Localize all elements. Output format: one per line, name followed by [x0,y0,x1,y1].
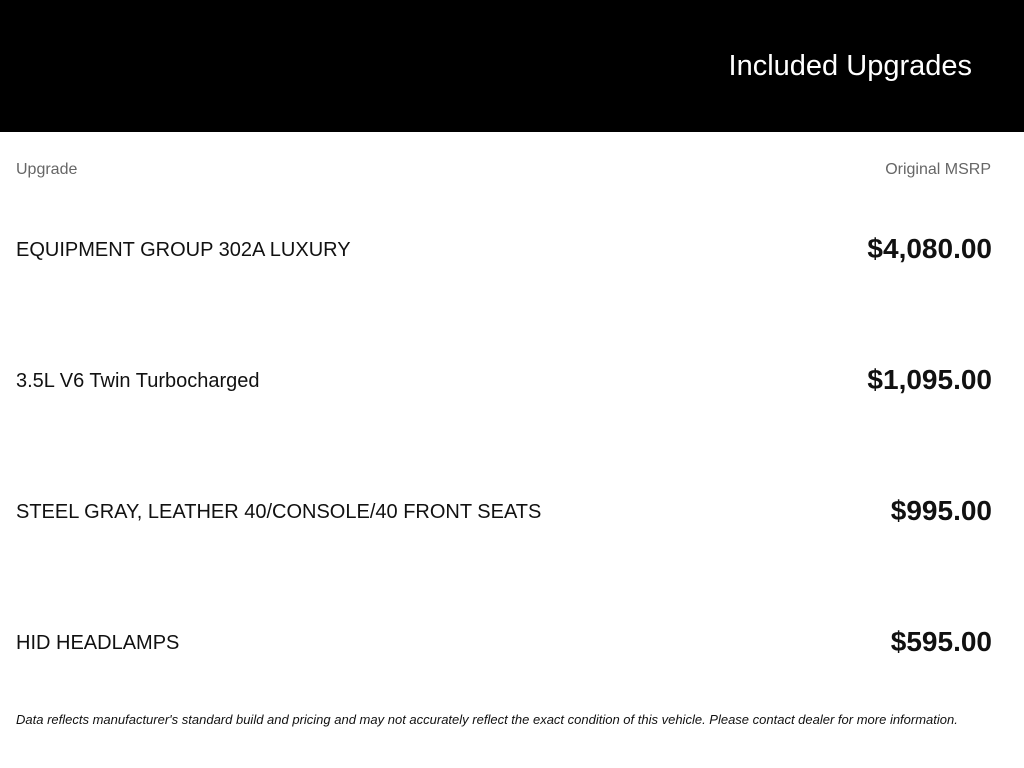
upgrade-price: $4,080.00 [867,233,992,264]
column-header-msrp: Original MSRP [885,161,991,178]
column-header-upgrade: Upgrade [16,161,78,178]
page-title: Included Upgrades [728,50,972,82]
upgrade-name: 3.5L V6 Twin Turbocharged [16,370,260,392]
upgrade-price: $595.00 [890,626,992,657]
table-row [16,492,992,532]
header-bar [0,0,1024,132]
upgrade-price: $995.00 [890,495,992,526]
table-row [16,230,992,270]
upgrade-name: EQUIPMENT GROUP 302A LUXURY [16,239,351,261]
table-row [16,623,992,663]
upgrade-price: $1,095.00 [867,364,992,395]
table-row [16,361,992,401]
upgrade-name: STEEL GRAY, LEATHER 40/CONSOLE/40 FRONT SEATS [16,501,542,523]
upgrade-name: HID HEADLAMPS [16,632,180,654]
disclaimer-text: Data reflects manufacturer's standard build and pricing and may not accurately reflect the exact condition of this vehicle. Please contact dealer for more information. [16,712,958,727]
